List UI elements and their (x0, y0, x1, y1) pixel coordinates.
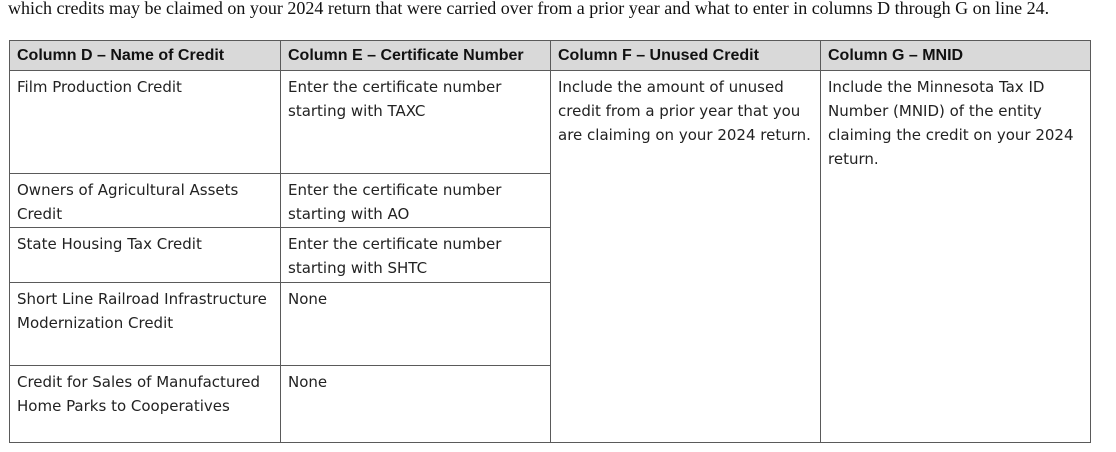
credit-name-cell: Short Line Railroad Infrastructure Modernization Credit (10, 283, 281, 366)
certificate-number-cell: Enter the certificate number starting with TAXC (281, 71, 551, 174)
certificate-number-cell: Enter the certificate number starting with AO (281, 174, 551, 228)
credit-name-cell: Owners of Agricultural Assets Credit (10, 174, 281, 228)
carryover-credits-table (9, 40, 1091, 443)
header-column-d: Column D – Name of Credit (10, 41, 281, 71)
header-column-f: Column F – Unused Credit (551, 41, 821, 71)
table-row (10, 71, 1091, 174)
certificate-number-cell: Enter the certificate number starting with SHTC (281, 228, 551, 283)
certificate-number-cell: None (281, 366, 551, 443)
certificate-number-cell: None (281, 283, 551, 366)
mnid-cell: Include the Minnesota Tax ID Number (MNID) of the entity claiming the credit on your 2024 return. (821, 71, 1091, 443)
credit-name-cell: Credit for Sales of Manufactured Home Parks to Cooperatives (10, 366, 281, 443)
table-header-row (10, 41, 1091, 71)
header-column-g: Column G – MNID (821, 41, 1091, 71)
credit-name-cell: Film Production Credit (10, 71, 281, 174)
unused-credit-cell: Include the amount of unused credit from a prior year that you are claiming on your 2024 return. (551, 71, 821, 443)
credit-name-cell: State Housing Tax Credit (10, 228, 281, 283)
header-column-e: Column E – Certificate Number (281, 41, 551, 71)
intro-paragraph: which credits may be claimed on your 2024 return that were carried over from a prior year and what to enter in columns D through G on line 24. (8, 0, 1050, 18)
